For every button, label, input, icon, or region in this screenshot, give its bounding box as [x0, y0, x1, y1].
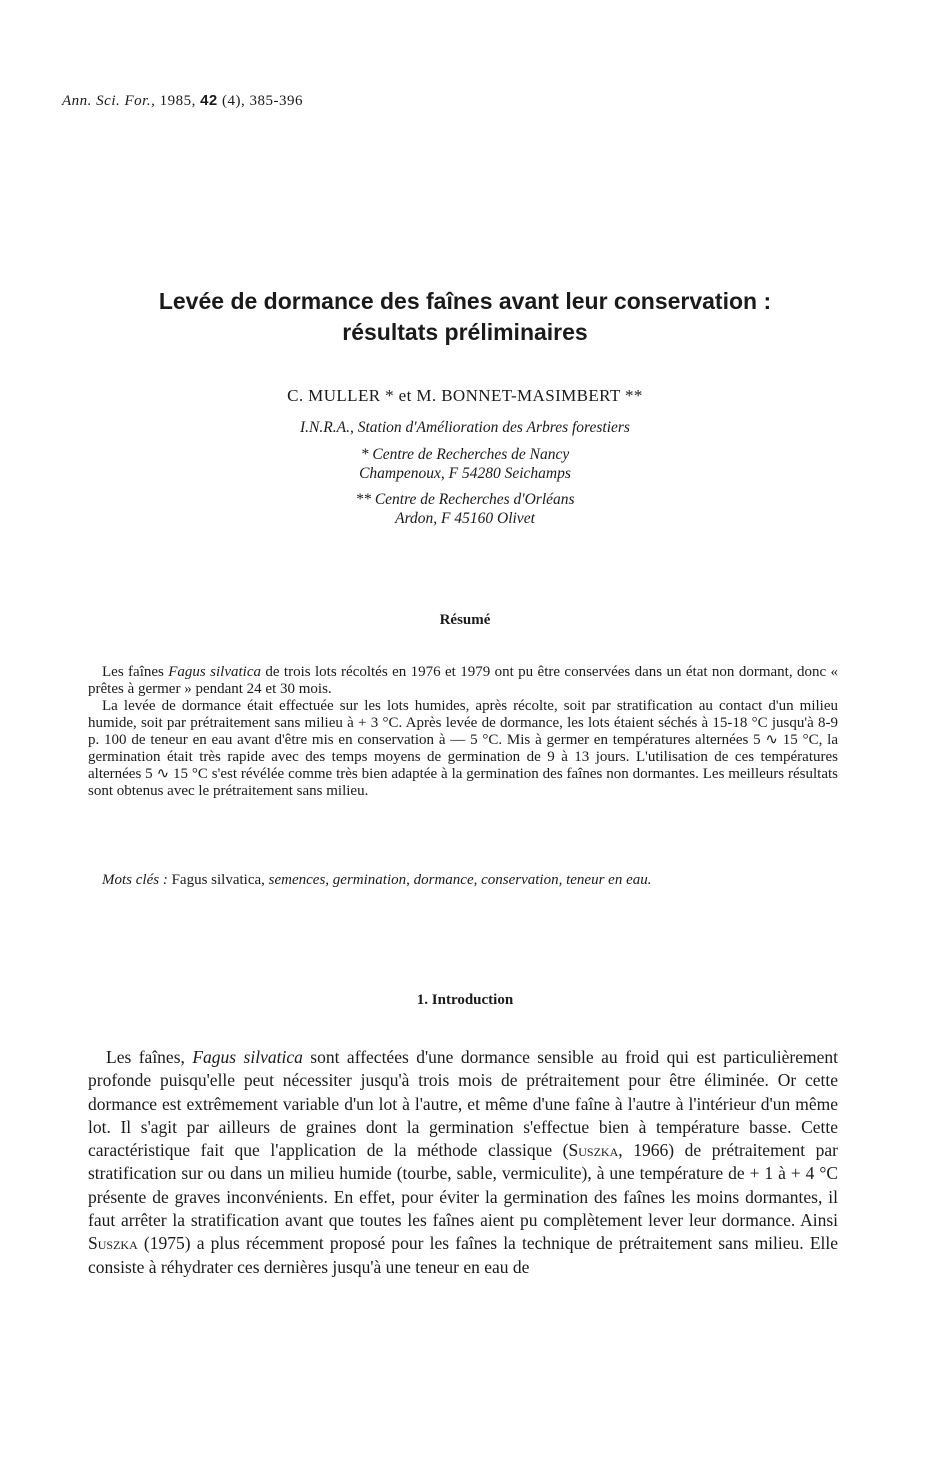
citation-year: 1985,	[159, 93, 196, 109]
keywords-terms: semences, germination, dormance, conservation, teneur en eau.	[268, 872, 652, 888]
resume-species-name: Fagus silvatica	[168, 664, 261, 680]
resume-heading: Résumé	[439, 612, 491, 628]
intro-reference-1-author: Suszka	[568, 1140, 619, 1161]
resume-body	[88, 664, 838, 800]
resume-paragraph-1	[88, 664, 838, 698]
intro-reference-2-year: (1975)	[137, 1233, 191, 1254]
journal-citation	[62, 92, 303, 110]
resume-paragraph-2: La levée de dormance était effectuée sur les lots humides, après récolte, soit par stratification au contact d'un milieu humide, soit par prétraitement sans milieu à + 3 °C. Après levée de dormance, les lots étaient séchés à 15-18 °C jusqu'à 8-9 p. 100 de teneur en eau avant d'être mis en conservation à — 5 °C. Mis à germer en températures alternées 5 ∿ 15 °C, la germination était très rapide avec des temps moyens de germination de 9 à 13 jours. L'utilisation de ces températures alternées 5 ∿ 15 °C s'est révélée comme très bien adaptée à la germination des faînes non dormantes. Les meilleurs résultats sont obtenus avec le prétraitement sans milieu.	[88, 698, 838, 799]
intro-text-1: Les faînes,	[106, 1047, 193, 1067]
title-line-2: résultats préliminaires	[342, 319, 588, 345]
affiliation-center-1-line-1: * Centre de Recherches de Nancy	[360, 446, 570, 463]
keywords-species: Fagus silvatica,	[167, 872, 269, 888]
intro-text-3: ) de prétraitement par stratification sur ou dans un milieu humide (tourbe, sable, vermiculite), à une température de + 1 à + 4 °C présente de graves inconvénients. En effet, pour éviter la germination des faînes les moins dormantes, il faut arrêter la stratification avant que toutes les faînes aient pu complètement lever leur dormance. Ainsi	[88, 1140, 839, 1231]
paper-title	[60, 286, 870, 348]
keywords	[88, 872, 838, 889]
resume-p1-end: de trois lots récoltés en 1976 et 1979 ont pu être conservées dans un état non dormant, donc « prêtes à germer » pendant 24 et 30 mois.	[88, 664, 839, 697]
affiliation-center-2-line-1: ** Centre de Recherches d'Orléans	[355, 491, 575, 508]
affiliation-institute: I.N.R.A., Station d'Amélioration des Arbres forestiers	[300, 419, 630, 436]
intro-text-2: sont affectées d'une dormance sensible au froid qui est particulièrement profonde puisqu'elle peut nécessiter jusqu'à trois mois de prétraitement pour être éliminée. Or cette dormance est extrêmement variable d'un lot à l'autre, et même d'une faîne à l'autre à l'intérieur d'un même lot. Il s'agit par ailleurs de graines dont la germination s'effectue bien à température basse. Cette caractéristique fait que l'application de la méthode classique (	[88, 1047, 838, 1161]
journal-name: Ann. Sci. For.,	[62, 93, 156, 109]
introduction-heading: 1. Introduction	[416, 992, 514, 1008]
intro-text-4: a plus récemment proposé pour les faînes la technique de prétraitement sans milieu. Elle consiste à réhydrater ces dernières jusqu'à une teneur en eau de	[88, 1233, 838, 1277]
intro-species-name: Fagus silvatica	[192, 1047, 303, 1067]
affiliation-center-2-line-2: Ardon, F 45160 Olivet	[395, 510, 535, 527]
affiliation-center-1-line-2: Champenoux, F 54280 Seichamps	[359, 465, 571, 482]
introduction-paragraph	[88, 1046, 838, 1279]
intro-reference-1-year: , 1966	[618, 1140, 669, 1161]
keywords-label: Mots clés :	[102, 872, 168, 888]
title-line-1: Levée de dormance des faînes avant leur conservation :	[158, 288, 772, 314]
intro-reference-2-author: Suszka	[88, 1233, 138, 1254]
citation-issue-pages: (4), 385-396	[222, 93, 304, 109]
citation-volume: 42	[200, 92, 218, 109]
affiliation-center-2	[0, 490, 930, 528]
resume-p1-start: Les faînes	[102, 664, 169, 680]
author-list: C. MULLER * et M. BONNET-MASIMBERT **	[287, 386, 643, 405]
affiliation-center-1	[0, 445, 930, 483]
